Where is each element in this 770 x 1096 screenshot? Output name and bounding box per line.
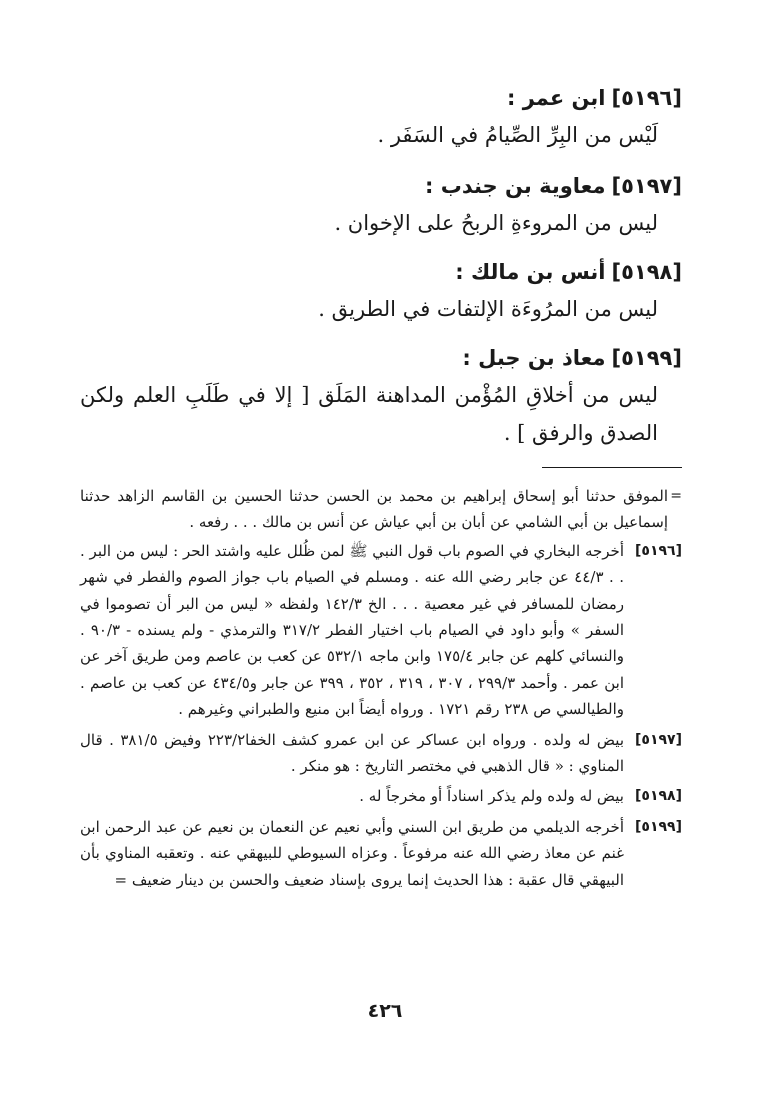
- footnote-marker: [٥١٩٦]: [635, 542, 682, 559]
- entry-heading: [80, 168, 682, 204]
- entry-number: [٥١٩٦]: [611, 86, 682, 110]
- footnote-marker: =: [670, 488, 682, 504]
- entry-narrator: أنس بن مالك :: [455, 260, 606, 284]
- hadith-entry: [80, 340, 682, 452]
- footnote-text: بيض له ولده ولم يذكر اسناداً أو مخرجاً له .: [359, 787, 624, 806]
- footnotes: [80, 483, 682, 893]
- entry-number: [٥١٩٩]: [611, 346, 682, 370]
- entry-number: [٥١٩٧]: [611, 174, 682, 198]
- hadith-entries: [80, 80, 682, 452]
- footnote-text: أخرجه البخاري في الصوم باب قول النبي ﷺ لمن ظُلل عليه واشتد الحر : ليس من البر . . . ٤٤/٣ عن جابر رضي الله عنه . ومسلم في الصيام باب جواز الصوم والفطر في شهر رمضان للمسافر في غير معصية . . . الخ ١٤٢/٣ ولفظه « ليس من البر أن تصوموا في السفر » وأبو داود في الصيام باب اختيار الفطر ٣١٧/٢ والترمذي - ولم يسنده - ٩٠/٣ . والنسائي كلهم عن جابر ١٧٥/٤ وابن ماجه ٥٣٢/١ عن كعب بن عاصم ومن طريق آخر عن ابن عمر . وأحمد ٢٩٩/٣ ، ٣٠٧ ، ٣١٩ ، ٣٥٢ ، ٣٩٩ عن جابر و٤٣٤/٥ عن كعب بن عاصم . والطيالسي ص ٢٣٨ رقم ١٧٢١ . ورواه أيضاً ابن منيع والطبراني وغيرهم .: [80, 541, 624, 719]
- footnote-marker: [٥١٩٧]: [635, 731, 682, 748]
- hadith-entry: [80, 80, 682, 154]
- footnote-marker: [٥١٩٩]: [635, 818, 682, 835]
- entry-text: لَيْس من البِرِّ الصِّيامُ في السَفَر .: [377, 123, 658, 147]
- footnote-text: الموفق حدثنا أبو إسحاق إبراهيم بن محمد بن الحسن حدثنا الحسين بن القاسم الزاهد حدثنا إسماعيل بن أبي الشامي عن أبان بن أبي عياش عن أنس بن مالك . . . رفعه .: [80, 487, 668, 532]
- entry-heading: [80, 254, 682, 290]
- footnote-text: بيض له ولده . ورواه ابن عساكر عن ابن عمرو كشف الخفا٢٢٣/٢ وفيض ٣٨١/٥ . قال المناوي : « قال الذهبي في مختصر التاريخ : هو منكر .: [80, 730, 624, 776]
- footnote: [80, 483, 682, 536]
- footnote: [80, 814, 682, 893]
- hadith-entry: [80, 254, 682, 328]
- footnote: [80, 538, 682, 723]
- entry-text: ليس من المروءةِ الربحُ على الإخوان .: [334, 211, 658, 235]
- page-number: ٤٢٦: [367, 1000, 403, 1022]
- footnote-marker: [٥١٩٨]: [635, 788, 682, 805]
- entry-heading: [80, 80, 682, 116]
- entry-narrator: معاذ بن جبل :: [462, 346, 606, 370]
- entry-text: ليس من أخلاقِ المُؤْمن المداهنة المَلَق [ إلا في طَلَبِ العلم ولكن الصدق والرفق ] .: [80, 383, 658, 445]
- entry-narrator: معاوية بن جندب :: [425, 174, 606, 198]
- footnote-text: أخرجه الديلمي من طريق ابن السني وأبي نعيم عن النعمان بن نعيم عن عبد الرحمن ابن غنم عن معاذ رضي الله عنه مرفوعاً . وعزاه السيوطي للبيهقي عنه . وتعقبه المناوي بأن البيهقي قال عقبة : هذا الحديث إنما يروى بإسناد ضعيف والحسن بن دينار ضعيف =: [80, 817, 624, 889]
- hadith-entry: [80, 168, 682, 242]
- entry-number: [٥١٩٨]: [611, 260, 682, 284]
- footnote-separator: [542, 467, 682, 468]
- entry-heading: [80, 340, 682, 376]
- footnote: [80, 783, 682, 809]
- entry-text: ليس من المرُوءَة الإلتفات في الطريق .: [318, 297, 658, 321]
- footnote: [80, 727, 682, 780]
- entry-narrator: ابن عمر :: [507, 86, 606, 110]
